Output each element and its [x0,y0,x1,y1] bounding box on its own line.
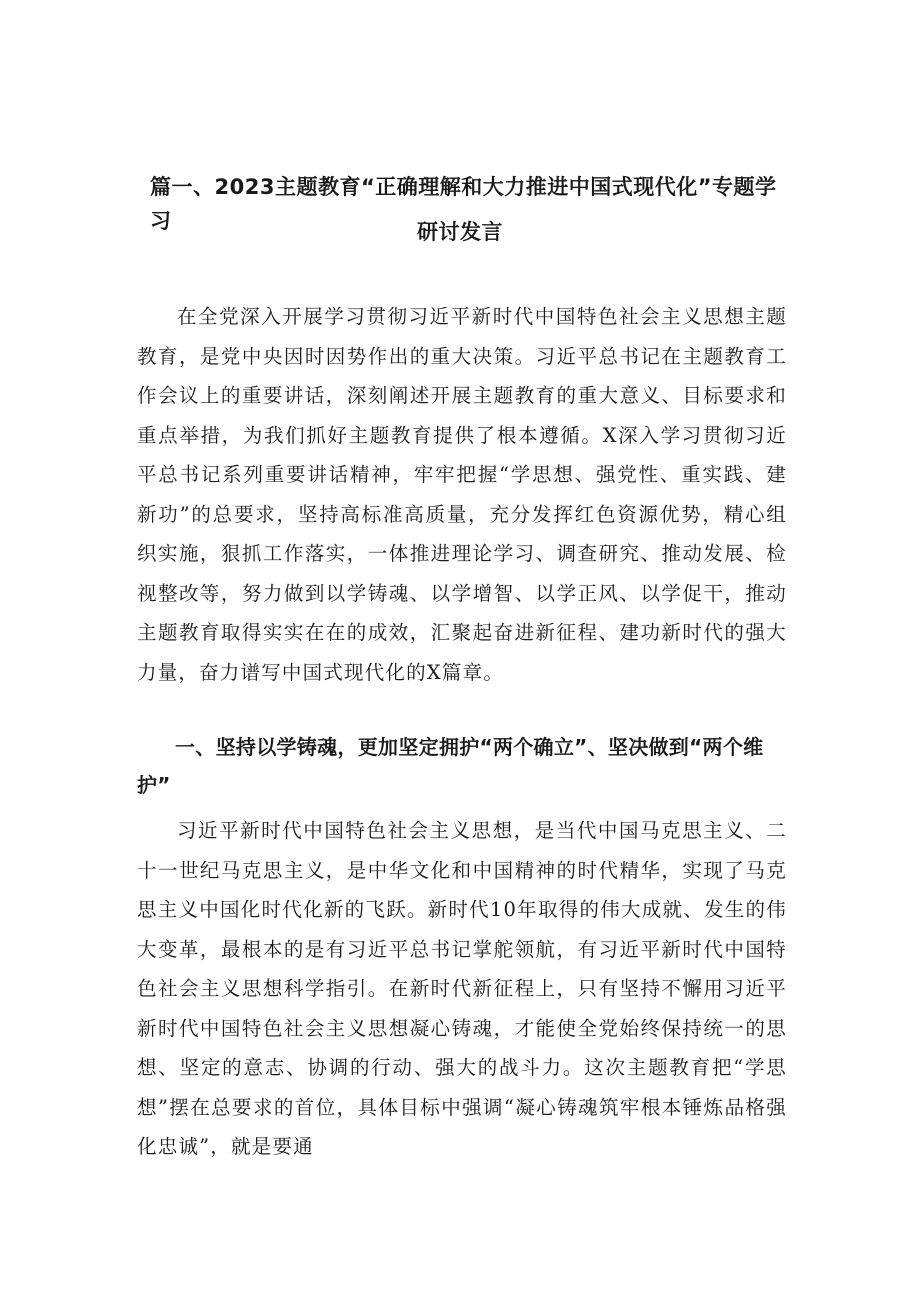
section-heading-1: 一、坚持以学铸魂，更加坚定拥护“两个确立”、坚决做到“两个维护” [137,735,764,797]
document-title-line-2: 研讨发言 [417,220,503,244]
paragraph-section-1: 习近平新时代中国特色社会主义思想，是当代中国马克思主义、二十一世纪马克思主义，是中华文化和中国精神的时代精华，实现了马克思主义中国化时代化新的飞跃。新时代10年取得的伟大成就、发生的伟大变革，最根本的是有习近平总书记掌舵领航，有习近平新时代中国特色社会主义思想科学指引。在新时代新征程上，只有坚持不懈用习近平新时代中国特色社会主义思想凝心铸魂，才能使全党始终保持统一的思想、坚定的意志、协调的行动、强大的战斗力。这次主题教育把“学思想”摆在总要求的首位，具体目标中强调“凝心铸魂筑牢根本锤炼品格强化忠诚”，就是要通 [137,819,787,1158]
document-title-line-1: 篇一、2023主题教育“正确理解和大力推进中国式现代化”专题学习 [150,175,777,233]
paragraph-intro: 在全党深入开展学习贯彻习近平新时代中国特色社会主义思想主题教育，是党中央因时因势作出的重大决策。习近平总书记在主题教育工作会议上的重要讲话，深刻阐述开展主题教育的重大意义、目标要求和重点举措，为我们抓好主题教育提供了根本遵循。X深入学习贯彻习近平总书记系列重要讲话精神，牢牢把握“学思想、强党性、重实践、建新功”的总要求，坚持高标准高质量，充分发挥红色资源优势，精心组织实施，狠抓工作落实，一体推进理论学习、调查研究、推动发展、检视整改等，努力做到以学铸魂、以学增智、以学正风、以学促干，推动主题教育取得实实在在的成效，汇聚起奋进新征程、建功新时代的强大力量，奋力谱写中国式现代化的X篇章。 [137,305,787,684]
